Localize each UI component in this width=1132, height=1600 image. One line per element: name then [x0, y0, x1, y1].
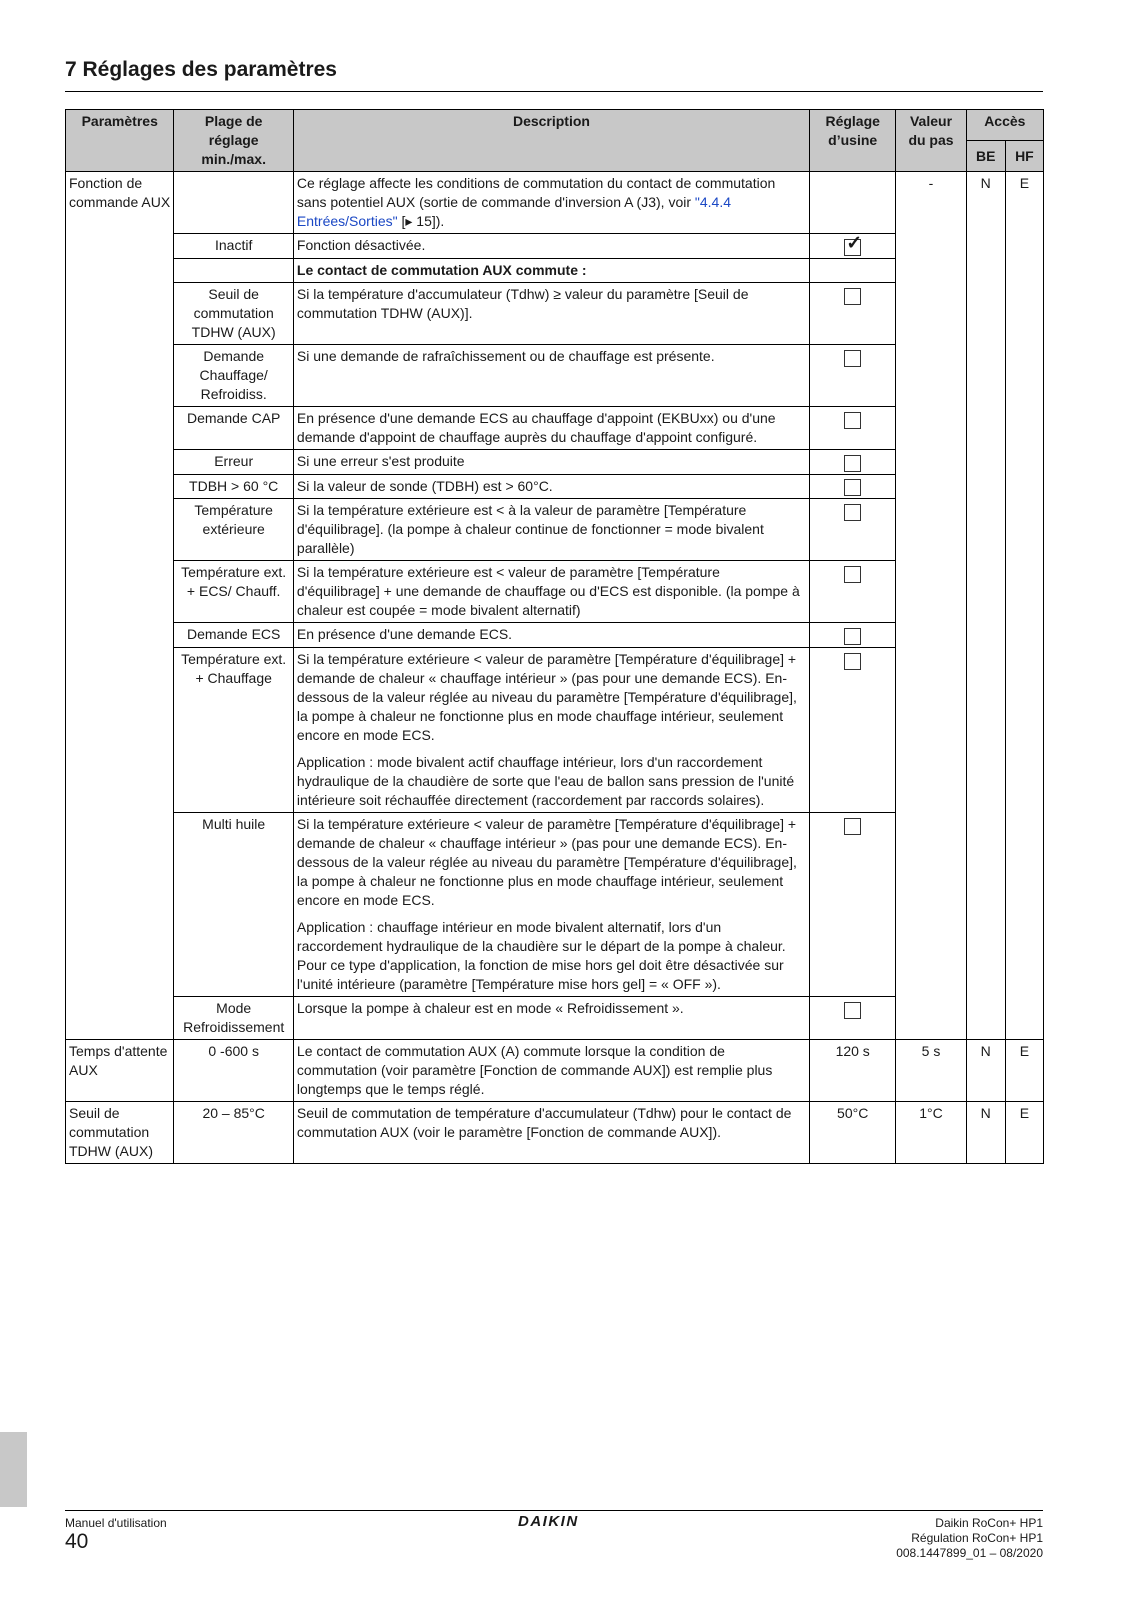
default-cell: 50°C — [810, 1102, 896, 1164]
header-valeur: Valeur du pas — [896, 110, 966, 172]
option-default-cell — [810, 648, 896, 813]
header-description: Description — [293, 110, 809, 172]
option-description-cell — [293, 561, 809, 623]
range-cell: 20 – 85°C — [174, 1102, 293, 1164]
description-cell: Le contact de commutation AUX (A) commute lorsque la condition de commutation (voir paramètre [Fonction de commande AUX]) est remplie plus longtemps que le temps réglé. — [293, 1040, 809, 1102]
option-description: Si la température extérieure < valeur de paramètre [Température d'équilibrage] + demande de chaleur « chauffage intérieur » (pas pour une demande ECS). En-dessous de la valeur réglée au niveau du paramètre [Température d'équilibrage], la pompe à chaleur ne fonctionne plus en mode chauffage intérieur, seulement encore en mode ECS. — [296, 651, 797, 744]
option-range-cell: Mode Refroidissement — [174, 997, 293, 1040]
footer-divider — [65, 1510, 1043, 1511]
header-acces: Accès — [966, 110, 1043, 141]
access-hf-cell: E — [1005, 172, 1043, 1040]
option-description-cell — [293, 344, 809, 406]
page-number: 40 — [65, 1530, 89, 1553]
option-range-cell: Température ext. + ECS/ Chauff. — [174, 561, 293, 623]
option-description: Lorsque la pompe à chaleur est en mode « Refroidissement ». — [296, 1000, 684, 1017]
parameters-table — [65, 109, 1044, 1164]
option-description-cell — [293, 648, 809, 813]
option-default-cell — [810, 474, 896, 499]
option-default-cell — [810, 449, 896, 474]
checkbox-empty-icon — [844, 504, 861, 521]
checkmark-icon: ✓ — [846, 232, 863, 254]
description-cell: Seuil de commutation de température d'accumulateur (Tdhw) pour le contact de commutation AUX (voir le paramètre [Fonction de commande AUX]). — [293, 1102, 809, 1164]
option-description-cell — [293, 623, 809, 648]
option-default-cell — [810, 406, 896, 449]
temps-parameter-group — [66, 1040, 1044, 1164]
default-cell — [810, 172, 896, 234]
access-be-cell: N — [966, 1040, 1005, 1102]
access-hf-cell: E — [1005, 1102, 1043, 1164]
option-default-cell — [810, 623, 896, 648]
option-description: Si la température extérieure est < valeur de paramètre [Température d'équilibrage] + une demande de chauffage ou d'ECS est disponible. (la pompe à chaleur est coupée = mode bivalent alternatif) — [296, 564, 800, 619]
param-name: Temps d'attente AUX — [66, 1040, 174, 1102]
checkbox-empty-icon — [844, 412, 861, 429]
option-description: Fonction désactivée. — [296, 237, 426, 253]
checkbox-empty-icon — [844, 653, 861, 670]
option-range-cell: Seuil de commutation TDHW (AUX) — [174, 282, 293, 344]
option-description-cell — [293, 813, 809, 997]
option-range-cell: Inactif — [174, 234, 293, 259]
checkbox-empty-icon — [844, 628, 861, 645]
step-cell: 1°C — [896, 1102, 966, 1164]
option-description: Si la température extérieure < valeur de paramètre [Température d'équilibrage] + demande de chaleur « chauffage intérieur » (pas pour une demande ECS). En-dessous de la valeur réglée au niveau du paramètre [Température d'équilibrage], la pompe à chaleur ne fonctionne plus en mode chauffage intérieur, seulement encore en mode ECS. — [296, 816, 797, 909]
aux-parameter-group — [66, 172, 1044, 1040]
checkbox-empty-icon — [844, 350, 861, 367]
header-parametres: Paramètres — [66, 110, 174, 172]
section-link[interactable]: "4.4.4 Entrées/Sorties" — [296, 194, 732, 229]
option-range-cell: TDBH > 60 °C — [174, 474, 293, 499]
option-description-cell — [293, 474, 809, 499]
step-cell: - — [896, 172, 966, 1040]
option-description-cell — [293, 499, 809, 561]
step-cell: 5 s — [896, 1040, 966, 1102]
option-range-cell: Demande CAP — [174, 406, 293, 449]
option-range-cell: Erreur — [174, 449, 293, 474]
option-description: Si la température d'accumulateur (Tdhw) ≥ valeur du paramètre [Seuil de commutation TDHW (AUX)]. — [296, 285, 749, 321]
option-application-note: Application : mode bivalent actif chauffage intérieur, lors d'un raccordement hydraulique de la chaudière de sorte que l'eau de ballon sans pression de l'unité intérieure soit réchauffée directement (raccordement par raccords solaires). — [296, 754, 795, 809]
header-be: BE — [966, 141, 1005, 172]
option-range-cell: Demande Chauffage/ Refroidiss. — [174, 344, 293, 406]
option-description: Si une demande de rafraîchissement ou de chauffage est présente. — [296, 347, 715, 364]
footer-product-info: Daikin RoCon+ HP1 Régulation RoCon+ HP1 008.1447899_01 – 08/2020 — [896, 1516, 1043, 1560]
option-description-cell — [293, 282, 809, 344]
option-default-cell — [810, 258, 896, 282]
option-description: En présence d'une demande ECS au chauffage d'appoint (EKBUxx) ou d'une demande d'appoint de chauffage auprès du chauffage d'appoint configuré. — [296, 409, 776, 445]
option-range-cell: Température extérieure — [174, 499, 293, 561]
option-description-cell — [293, 406, 809, 449]
option-default-cell — [810, 997, 896, 1040]
param-name: Fonction de commande AUX — [66, 172, 174, 1040]
option-description: Si la valeur de sonde (TDBH) est > 60°C. — [296, 477, 553, 494]
access-be-cell: N — [966, 172, 1005, 1040]
table-row — [66, 1102, 1044, 1164]
option-application-note: Application : chauffage intérieur en mode bivalent alternatif, lors d'un raccordement hydraulique de la chaudière sur le départ de la pompe à chaleur. Pour ce type d'application, la fonction de mise hors gel doit être désactivée sur l'unité intérieure (paramètre [Température mise hors gel] = « OFF »). — [296, 919, 786, 993]
option-range-cell: Température ext. + Chauffage — [174, 648, 293, 813]
chapter-tab — [0, 1432, 27, 1507]
range-cell: 0 -600 s — [174, 1040, 293, 1102]
access-be-cell: N — [966, 1102, 1005, 1164]
checkbox-empty-icon — [844, 818, 861, 835]
checkbox-checked-icon — [844, 232, 863, 256]
option-range-cell: Multi huile — [174, 813, 293, 997]
description-cell: Ce réglage affecte les conditions de commutation du contact de commutation sans potentiel AUX (sortie de commande d'inversion A (J3), voir "4.4.4 Entrées/Sorties" [▸ 15]). — [293, 172, 809, 234]
option-description: Si une erreur s'est produite — [296, 452, 465, 469]
option-range-cell: Demande ECS — [174, 623, 293, 648]
option-range-cell — [174, 258, 293, 282]
option-default-cell — [810, 499, 896, 561]
title-divider — [65, 91, 1043, 92]
checkbox-empty-icon — [844, 566, 861, 583]
checkbox-empty-icon — [844, 479, 861, 496]
header-hf: HF — [1005, 141, 1043, 172]
option-default-cell — [810, 234, 896, 259]
option-description-cell — [293, 997, 809, 1040]
footer-manual-label: Manuel d'utilisation — [65, 1516, 167, 1530]
option-default-cell — [810, 282, 896, 344]
range-cell — [174, 172, 293, 234]
header-reglage: Réglage d’usine — [810, 110, 896, 172]
option-description-cell — [293, 234, 809, 259]
checkbox-empty-icon — [844, 1002, 861, 1019]
daikin-logo: DAIKIN — [518, 1513, 579, 1530]
table-row — [66, 1040, 1044, 1102]
option-description: Si la température extérieure est < à la valeur de paramètre [Température d'équilibrage]. (la pompe à chaleur continue de fonctionner = mode bivalent parallèle) — [296, 502, 764, 557]
header-plage: Plage de réglage min./max. — [174, 110, 293, 172]
option-description-cell: Le contact de commutation AUX commute : — [293, 258, 809, 282]
checkbox-empty-icon — [844, 288, 861, 305]
option-default-cell — [810, 344, 896, 406]
option-description-cell — [293, 449, 809, 474]
table-row — [66, 172, 1044, 234]
param-name: Seuil de commutation TDHW (AUX) — [66, 1102, 174, 1164]
option-default-cell — [810, 561, 896, 623]
default-cell: 120 s — [810, 1040, 896, 1102]
option-description: En présence d'une demande ECS. — [296, 626, 513, 643]
access-hf-cell: E — [1005, 1040, 1043, 1102]
checkbox-empty-icon — [844, 455, 861, 472]
page-title: 7 Réglages des paramètres — [65, 58, 337, 81]
option-default-cell — [810, 813, 896, 997]
